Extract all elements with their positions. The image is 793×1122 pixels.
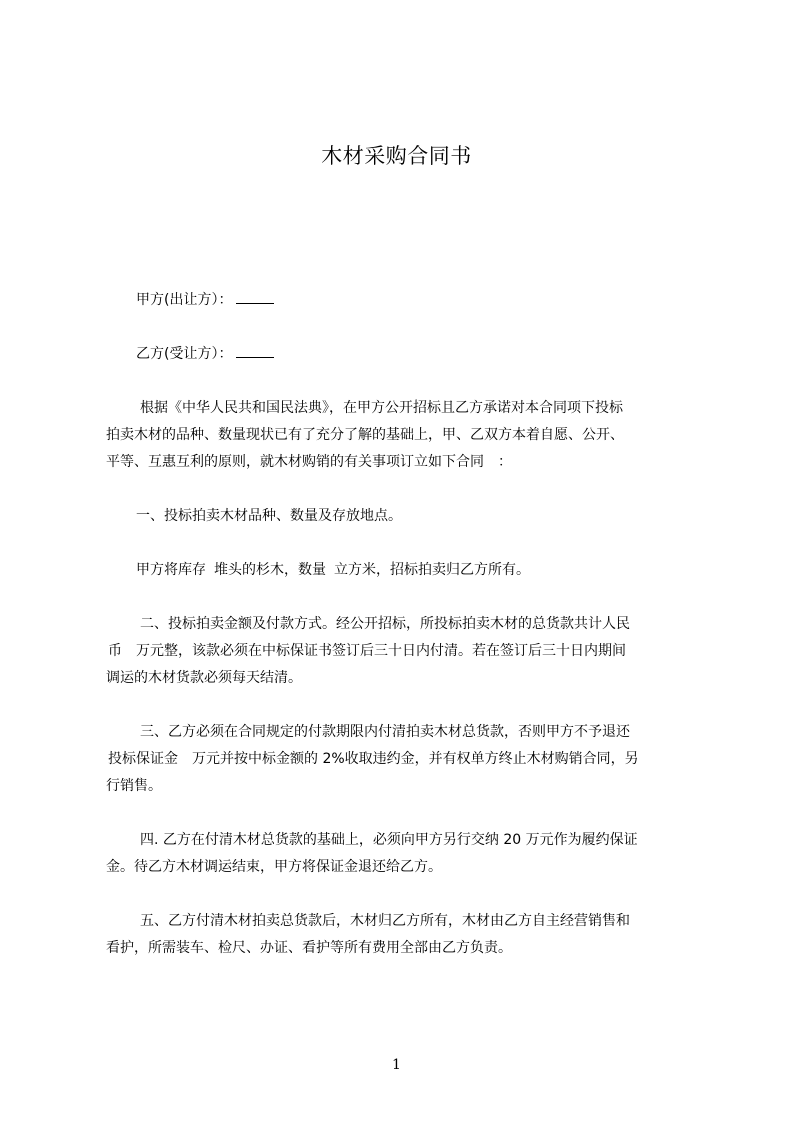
section-1-heading: 一、投标拍卖木材品种、数量及存放地点。 xyxy=(136,508,402,524)
section-2-line-3: 调运的木材货款必须每天结清。 xyxy=(106,670,302,686)
document-title: 木材采购合同书 xyxy=(321,144,472,168)
section-2-line-2-b: 万元整，该款必须在中标保证书签订后三十日内付清。若在签订后三十日内期间 xyxy=(136,643,626,659)
section-3-line-3: 行销售。 xyxy=(106,778,162,794)
section-5-line-1: 五、乙方付清木材拍卖总货款后，木材归乙方所有，木材由乙方自主经营销售和 xyxy=(140,913,630,929)
section-2-line-1: 二、投标拍卖金额及付款方式。经公开招标，所投标拍卖木材的总货款共计人民 xyxy=(140,616,630,632)
intro-line-2: 拍卖木材的品种、数量现状已有了充分了解的基础上，甲、乙双方本着自愿、公开、 xyxy=(106,427,624,443)
section-4-line-2: 金。待乙方木材调运结束，甲方将保证金退还给乙方。 xyxy=(106,859,442,875)
section-1-body-part3: 立方米，招标拍卖归乙方所有。 xyxy=(334,562,530,578)
section-4-line-1: 四. 乙方在付清木材总货款的基础上，必须向甲方另行交纳 20 万元作为履约保证 xyxy=(140,832,638,848)
party-a-label: 甲方(出让方）： xyxy=(136,292,233,308)
intro-line-1: 根据《中华人民共和国民法典》，在甲方公开招标且乙方承诺对本合同项下投标 xyxy=(140,400,623,416)
section-2-line-2-a: 币 xyxy=(108,643,122,659)
section-2-line-2 xyxy=(108,641,626,661)
section-5-line-2: 看护，所需装车、检尺、办证、看护等所有费用全部由乙方负责。 xyxy=(106,940,512,956)
section-3-line-2-a: 投标保证金 xyxy=(108,751,178,767)
party-a-line xyxy=(136,290,274,310)
section-1-body-part2: 堆头的杉木，数量 xyxy=(214,562,326,578)
section-3-line-1: 三、乙方必须在合同规定的付款期限内付清拍卖木材总货款，否则甲方不予退还 xyxy=(140,724,630,740)
section-3-line-2-b: 万元并按中标金额的 2%收取违约金，并有权单方终止木材购销合同，另 xyxy=(192,751,639,767)
section-1-body-part1: 甲方将库存 xyxy=(136,562,206,578)
party-b-line xyxy=(136,344,274,364)
section-1-body xyxy=(136,560,530,580)
intro-line-3 xyxy=(106,452,512,472)
intro-line-3-end: ： xyxy=(498,454,512,470)
page-number: 1 xyxy=(392,1057,401,1073)
party-a-blank xyxy=(236,291,274,304)
party-b-label: 乙方(受让方）： xyxy=(136,346,233,362)
section-3-line-2 xyxy=(108,749,639,769)
party-b-blank xyxy=(236,345,274,358)
intro-line-3-text: 平等、互惠互利的原则，就木材购销的有关事项订立如下合同 xyxy=(106,454,484,470)
